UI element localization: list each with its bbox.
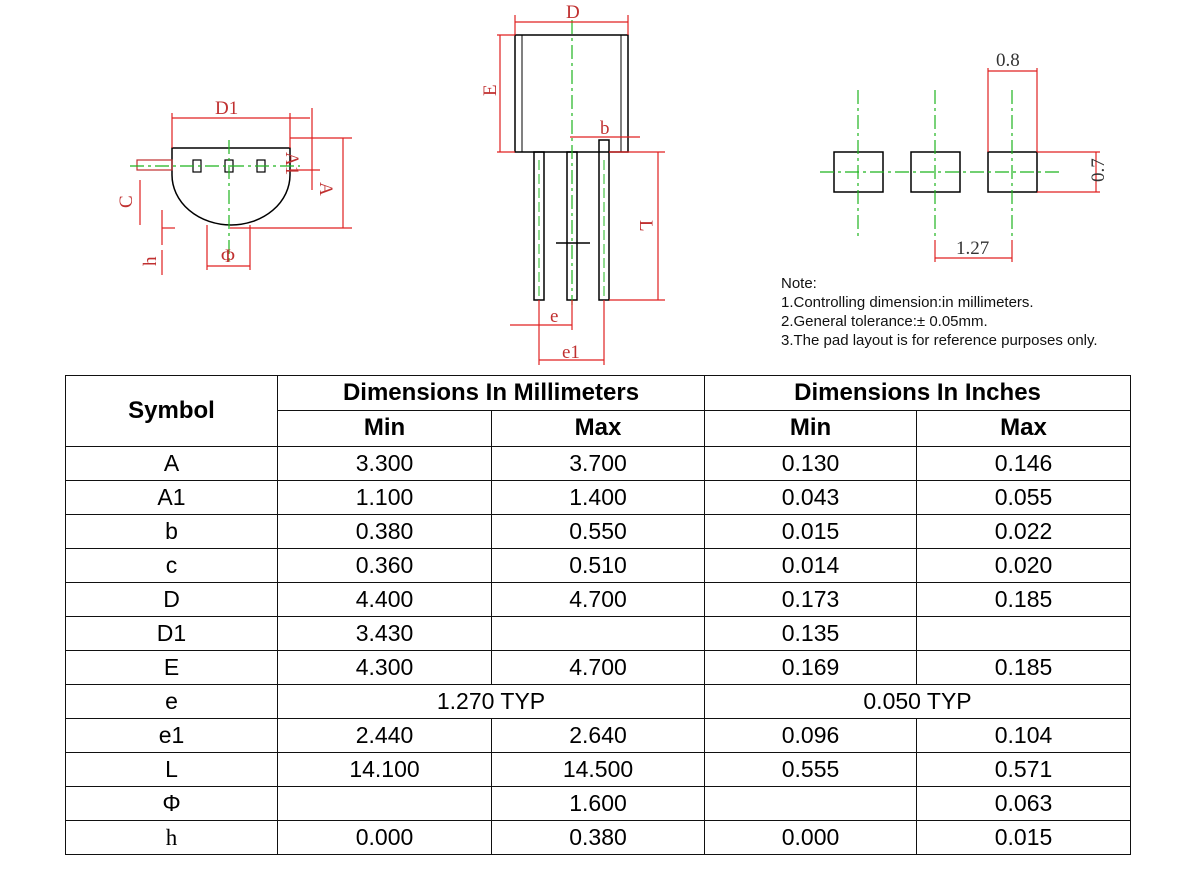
- mm-min-cell: 3.300: [278, 447, 492, 481]
- inch-header: Dimensions In Inches: [705, 376, 1131, 411]
- symbol-cell: e: [66, 685, 278, 719]
- front-view: [480, 2, 665, 365]
- table-row: [66, 685, 1131, 719]
- mm-min-cell: 0.000: [278, 821, 492, 855]
- mm-max-cell: 1.600: [492, 787, 705, 821]
- mm-min-cell: 2.440: [278, 719, 492, 753]
- in-max-cell: 0.146: [917, 447, 1131, 481]
- symbol-cell: E: [66, 651, 278, 685]
- mm-typ-cell: 1.270 TYP: [278, 685, 705, 719]
- note-line-1: 1.Controlling dimension:in millimeters.: [781, 294, 1034, 311]
- mm-min-cell: 0.360: [278, 549, 492, 583]
- in-min-cell: 0.135: [705, 617, 917, 651]
- in-min-header: Min: [705, 410, 917, 446]
- table-row: [66, 617, 1131, 651]
- mm-min-cell: 0.380: [278, 515, 492, 549]
- in-max-cell: [917, 617, 1131, 651]
- dim-e-pitch-label: e: [550, 306, 559, 327]
- symbol-cell: c: [66, 549, 278, 583]
- symbol-cell: e1: [66, 719, 278, 753]
- pad-pitch-label: 1.27: [956, 238, 990, 259]
- in-max-cell: 0.185: [917, 651, 1131, 685]
- in-min-cell: [705, 787, 917, 821]
- in-min-cell: 0.015: [705, 515, 917, 549]
- in-max-cell: 0.055: [917, 481, 1131, 515]
- table-row: [66, 447, 1131, 481]
- table-row: [66, 481, 1131, 515]
- note-line-2: 2.General tolerance:± 0.05mm.: [781, 313, 988, 330]
- table-row: [66, 719, 1131, 753]
- mm-min-cell: [278, 787, 492, 821]
- bottom-view: [116, 98, 352, 275]
- mm-min-header: Min: [278, 410, 492, 446]
- mm-max-cell: 0.550: [492, 515, 705, 549]
- mm-header: Dimensions In Millimeters: [278, 376, 705, 411]
- table-row: [66, 583, 1131, 617]
- symbol-header: Symbol: [66, 376, 278, 447]
- pad-width-label: 0.8: [996, 50, 1020, 71]
- symbol-cell: D1: [66, 617, 278, 651]
- in-min-cell: 0.014: [705, 549, 917, 583]
- dim-h-label: h: [140, 256, 161, 266]
- dim-e1-label: e1: [562, 342, 580, 363]
- in-min-cell: 0.000: [705, 821, 917, 855]
- in-max-cell: 0.185: [917, 583, 1131, 617]
- notes: [781, 274, 1098, 350]
- symbol-cell: L: [66, 753, 278, 787]
- dim-phi-label: Φ: [221, 246, 235, 267]
- in-min-cell: 0.043: [705, 481, 917, 515]
- table-row: [66, 549, 1131, 583]
- mm-max-cell: 0.510: [492, 549, 705, 583]
- in-max-cell: 0.104: [917, 719, 1131, 753]
- symbol-cell: A: [66, 447, 278, 481]
- mm-min-cell: 4.400: [278, 583, 492, 617]
- mm-min-cell: 14.100: [278, 753, 492, 787]
- in-max-cell: 0.571: [917, 753, 1131, 787]
- note-line-3: 3.The pad layout is for reference purposes only.: [781, 332, 1098, 349]
- table-row: [66, 787, 1131, 821]
- in-typ-cell: 0.050 TYP: [705, 685, 1131, 719]
- in-min-cell: 0.169: [705, 651, 917, 685]
- mm-min-cell: 3.430: [278, 617, 492, 651]
- symbol-cell: h: [66, 821, 278, 855]
- dim-b-label: b: [600, 118, 610, 139]
- symbol-cell: Φ: [66, 787, 278, 821]
- mm-max-cell: 14.500: [492, 753, 705, 787]
- in-max-cell: 0.020: [917, 549, 1131, 583]
- mm-max-cell: 1.400: [492, 481, 705, 515]
- pad-layout: [820, 50, 1109, 262]
- dim-d-label: D: [566, 2, 580, 23]
- dim-a1-label: A1: [281, 152, 302, 176]
- symbol-cell: D: [66, 583, 278, 617]
- table-row: [66, 515, 1131, 549]
- table-row: [66, 753, 1131, 787]
- symbol-cell: b: [66, 515, 278, 549]
- note-title: Note:: [781, 275, 817, 292]
- mm-min-cell: 4.300: [278, 651, 492, 685]
- mm-max-cell: 4.700: [492, 651, 705, 685]
- in-min-cell: 0.173: [705, 583, 917, 617]
- dimensions-table: [65, 375, 1131, 855]
- dim-a-label: A: [315, 182, 336, 196]
- mm-min-cell: 1.100: [278, 481, 492, 515]
- in-max-header: Max: [917, 410, 1131, 446]
- mm-max-cell: 2.640: [492, 719, 705, 753]
- mm-max-cell: 4.700: [492, 583, 705, 617]
- mm-max-header: Max: [492, 410, 705, 446]
- in-max-cell: 0.015: [917, 821, 1131, 855]
- dim-l-label: L: [635, 220, 656, 232]
- in-min-cell: 0.096: [705, 719, 917, 753]
- pad-height-label: 0.7: [1088, 158, 1109, 182]
- table-row: [66, 651, 1131, 685]
- dim-e-height-label: E: [480, 84, 501, 96]
- in-min-cell: 0.130: [705, 447, 917, 481]
- symbol-cell: A1: [66, 481, 278, 515]
- mm-max-cell: [492, 617, 705, 651]
- in-max-cell: 0.022: [917, 515, 1131, 549]
- dim-c-label: C: [116, 195, 137, 208]
- mm-max-cell: 3.700: [492, 447, 705, 481]
- in-min-cell: 0.555: [705, 753, 917, 787]
- dim-d1-label: D1: [215, 98, 239, 119]
- table-row: [66, 821, 1131, 855]
- in-max-cell: 0.063: [917, 787, 1131, 821]
- mm-max-cell: 0.380: [492, 821, 705, 855]
